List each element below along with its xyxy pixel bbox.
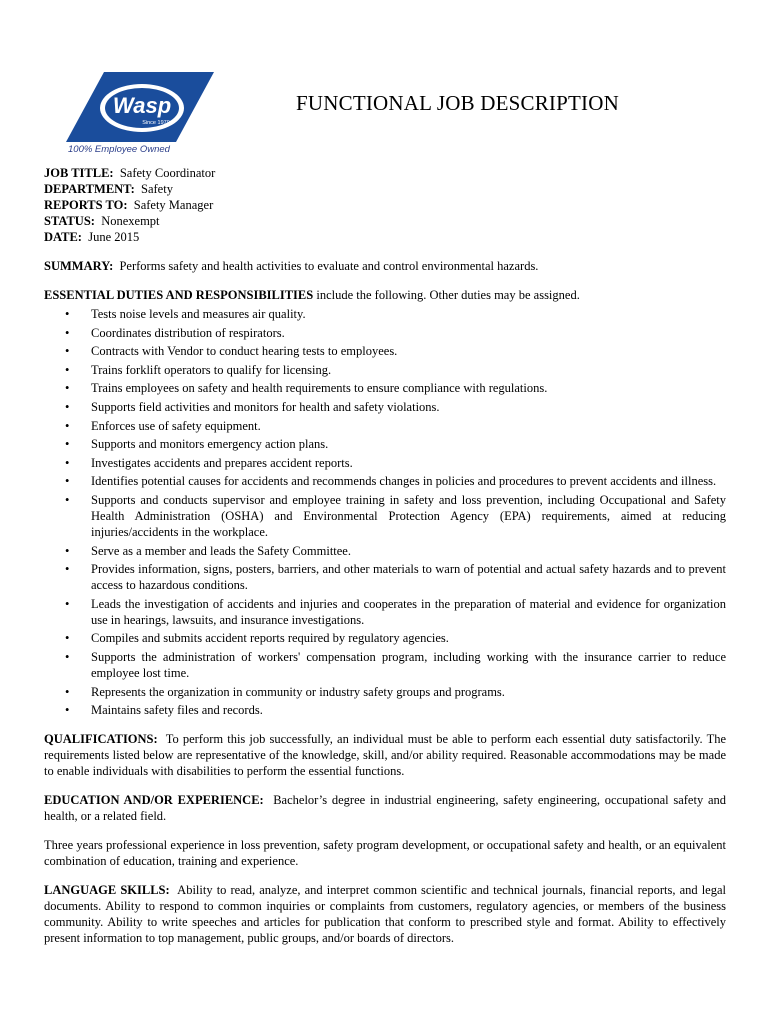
bullet-icon: • [65,631,70,646]
list-item: • Supports and conducts supervisor and employee training in safety and loss prevention, including Occupational and Safety Health Administration (OSHA) and Environmental Protection Agency (EPA) requirements, aimed at reducing injuries/accidents in the workplace. [65,492,726,539]
list-item: • Coordinates distribution of respirators. [65,325,285,340]
bullet-icon: • [65,325,70,340]
field-reports-to: REPORTS TO: Safety Manager [44,198,214,212]
list-item: • Leads the investigation of accidents and injuries and cooperates in the preparation of material and evidence for organization use in hearings, lawsuits, and insurance investigations. [65,596,726,627]
document-title: FUNCTIONAL JOB DESCRIPTION [296,91,619,115]
bullet-icon: • [65,418,70,433]
list-item: • Provides information, signs, posters, barriers, and other materials to warn of potential and actual safety hazards and to prevent access to hazardous conditions. [65,562,726,593]
qualifications-section: QUALIFICATIONS: To perform this job successfully, an individual must be able to perform each essential duty satisfactorily. The requirements listed below are representative of the knowledge, skill, and/or ability required. Reasonable accommodations may be made to enable individuals with disabilities to perform the essential functions. [44,732,727,779]
list-item: • Tests noise levels and measures air quality. [65,307,306,321]
bullet-icon: • [65,399,70,414]
experience-paragraph: Three years professional experience in loss prevention, safety program development, or occupational safety and health, or an equivalent combination of education, training and experience. [44,838,726,869]
bullet-icon: • [65,562,70,577]
education-section: EDUCATION AND/OR EXPERIENCE: Bachelor’s degree in industrial engineering, safety engineering, occupational safety and health, or a related field. [44,793,726,824]
list-item: • Investigates accidents and prepares accident reports. [65,455,353,470]
list-item: • Supports the administration of workers' compensation program, including working with the insurance carrier to reduce employee lost time. [65,649,726,680]
bullet-icon: • [65,492,70,507]
field-date: DATE: June 2015 [44,230,140,244]
summary-section: SUMMARY: Performs safety and health activities to evaluate and control environmental hazards. [44,259,539,273]
bullet-icon: • [65,649,70,664]
company-logo [66,70,216,155]
duties-list [44,306,726,718]
bullet-icon: • [65,307,70,321]
bullet-icon: • [65,474,70,489]
duties-heading: ESSENTIAL DUTIES AND RESPONSIBILITIES include the following. Other duties may be assigned. [44,288,580,302]
bullet-icon: • [65,684,70,699]
bullet-icon: • [65,543,70,558]
list-item: • Trains employees on safety and health requirements to ensure compliance with regulations. [65,381,548,396]
list-item: • Represents the organization in community or industry safety groups and programs. [65,684,505,699]
bullet-icon: • [65,455,70,470]
list-item: • Serve as a member and leads the Safety Committee. [65,543,351,558]
field-job-title: JOB TITLE: Safety Coordinator [44,166,216,180]
list-item: • Enforces use of safety equipment. [65,418,261,433]
list-item: • Maintains safety files and records. [65,703,263,718]
bullet-icon: • [65,703,70,718]
bullet-icon: • [65,437,70,452]
bullet-icon: • [65,344,70,359]
logo-tagline: 100% Employee Owned [68,144,170,155]
list-item: • Supports field activities and monitors for health and safety violations. [65,399,440,414]
document-body [44,165,726,959]
job-fields [44,165,726,245]
bullet-icon: • [65,381,70,396]
field-status: STATUS: Nonexempt [44,214,160,228]
list-item: • Contracts with Vendor to conduct hearing tests to employees. [65,344,398,359]
language-skills-section: LANGUAGE SKILLS: Ability to read, analyze, and interpret common scientific and technical journals, financial reports, and legal documents. Ability to respond to common inquiries or complaints from customers, regulatory agencies, or members of the business community. Ability to write speeches and articles for publication that conform to prescribed style and format. Ability to effectively present information to top management, public groups, and/or boards of directors. [44,883,727,946]
list-item: • Supports and monitors emergency action plans. [65,437,329,452]
list-item: • Identifies potential causes for accidents and recommends changes in policies and procedures to prevent accidents and illness. [65,474,717,489]
list-item: • Trains forklift operators to qualify for licensing. [65,362,332,377]
bullet-icon: • [65,362,70,377]
field-department: DEPARTMENT: Safety [44,182,173,196]
bullet-icon: • [65,596,70,611]
wasp-logo-graphic [66,70,216,155]
logo-since-text: Since 1979 [142,120,170,126]
list-item: • Compiles and submits accident reports required by regulatory agencies. [65,631,449,646]
logo-brand-text: Wasp [112,93,172,118]
